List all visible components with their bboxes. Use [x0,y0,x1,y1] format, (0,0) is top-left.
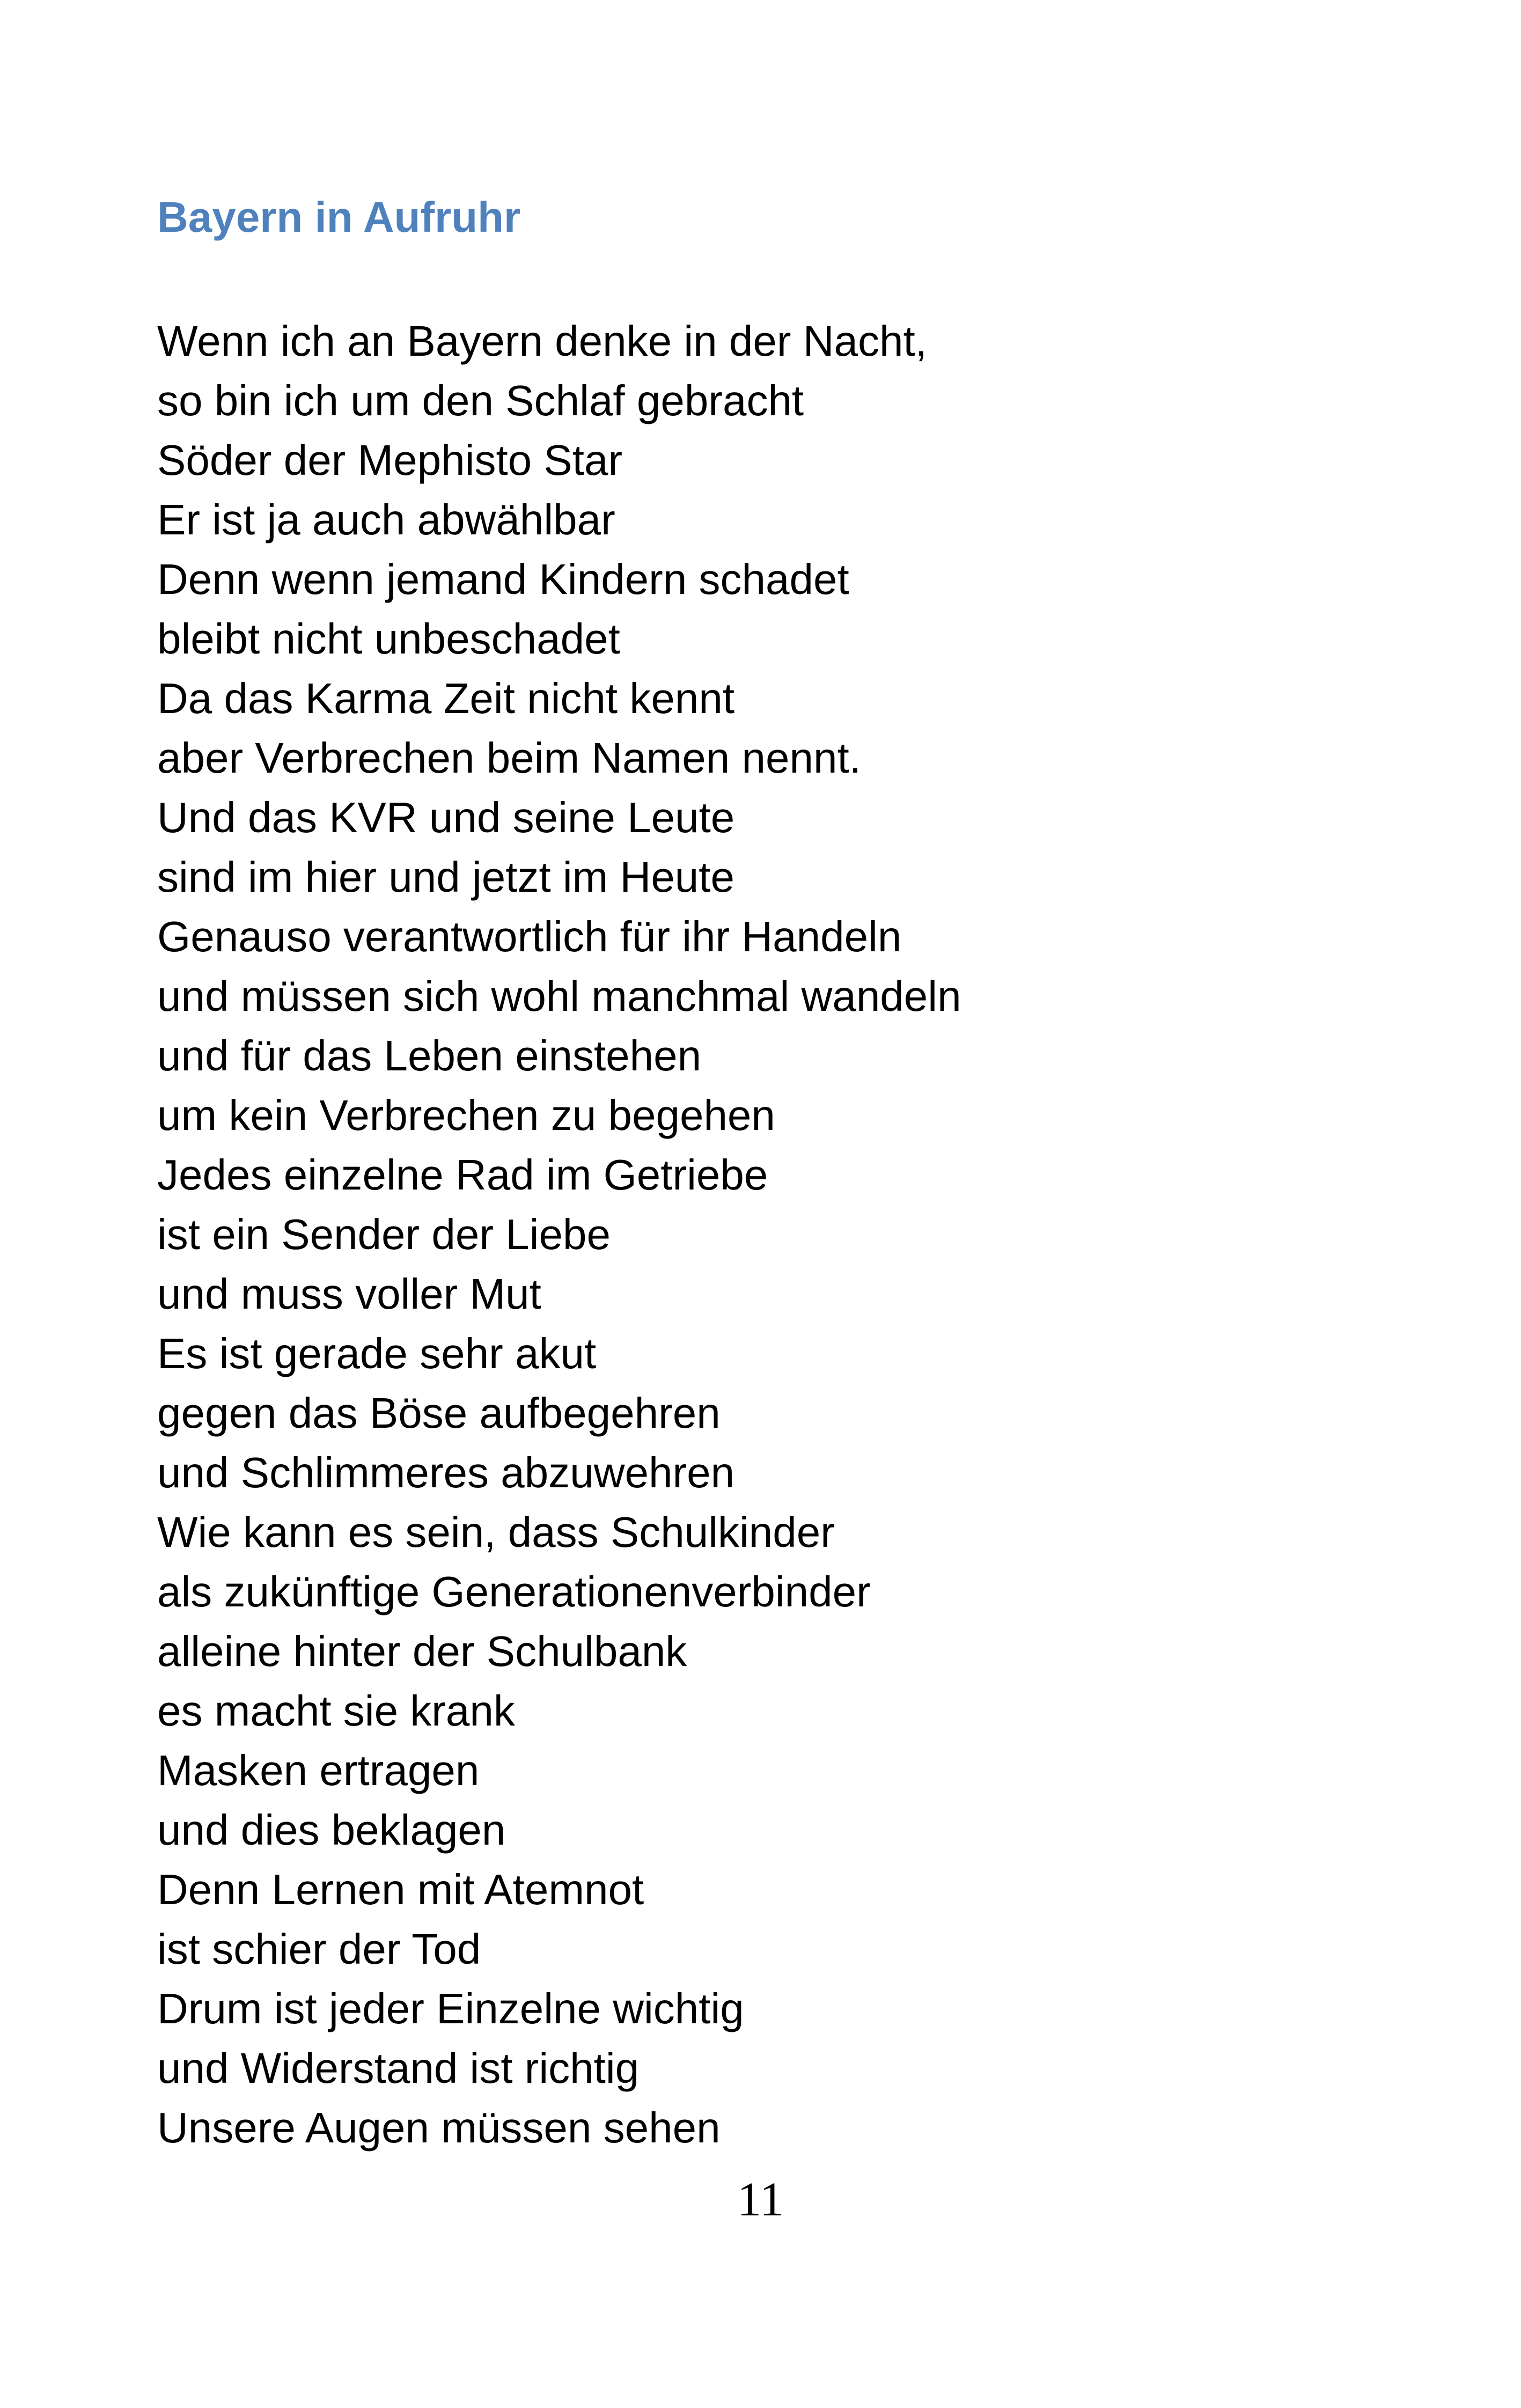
poem-line: alleine hinter der Schulbank [157,1627,687,1675]
poem-line: Jedes einzelne Rad im Getriebe [157,1151,768,1199]
poem-line: Er ist ja auch abwählbar [157,496,615,544]
poem-line: Da das Karma Zeit nicht kennt [157,674,735,722]
poem-line: und Schlimmeres abzuwehren [157,1449,735,1496]
poem-line: Unsere Augen müssen sehen [157,2104,721,2152]
poem-line: und für das Leben einstehen [157,1032,702,1080]
poem-line: sind im hier und jetzt im Heute [157,853,735,901]
poem-line: Denn wenn jemand Kindern schadet [157,555,849,603]
poem-line: ist schier der Tod [157,1925,481,1973]
poem-line: und muss voller Mut [157,1270,541,1318]
poem-line: und müssen sich wohl manchmal wandeln [157,972,961,1020]
poem-line: gegen das Böse aufbegehren [157,1389,721,1437]
poem-line: Masken ertragen [157,1746,480,1794]
poem-line: und Widerstand ist richtig [157,2044,640,2092]
poem-title: Bayern in Aufruhr [157,193,521,241]
page-number: 11 [737,2173,784,2226]
poem-line: Und das KVR und seine Leute [157,794,735,841]
poem-line: so bin ich um den Schlaf gebracht [157,377,804,424]
poem-line: aber Verbrechen beim Namen nennt. [157,734,861,782]
poem-body [157,311,961,2157]
poem-line: um kein Verbrechen zu begehen [157,1091,775,1139]
poem-line: Denn Lernen mit Atemnot [157,1866,644,1913]
poem-line: ist ein Sender der Liebe [157,1210,611,1258]
poem-line: Es ist gerade sehr akut [157,1330,597,1377]
poem-line: Genauso verantwortlich für ihr Handeln [157,913,902,960]
poem-line: Drum ist jeder Einzelne wichtig [157,1985,744,2032]
poem-line: Wenn ich an Bayern denke in der Nacht, [157,317,927,365]
poem-line: bleibt nicht unbeschadet [157,615,620,663]
poem-line: Söder der Mephisto Star [157,436,623,484]
poem-line: Wie kann es sein, dass Schulkinder [157,1508,835,1556]
poem-line: und dies beklagen [157,1806,506,1854]
poem-line: als zukünftige Generationenverbinder [157,1568,871,1616]
poem-line: es macht sie krank [157,1687,515,1735]
